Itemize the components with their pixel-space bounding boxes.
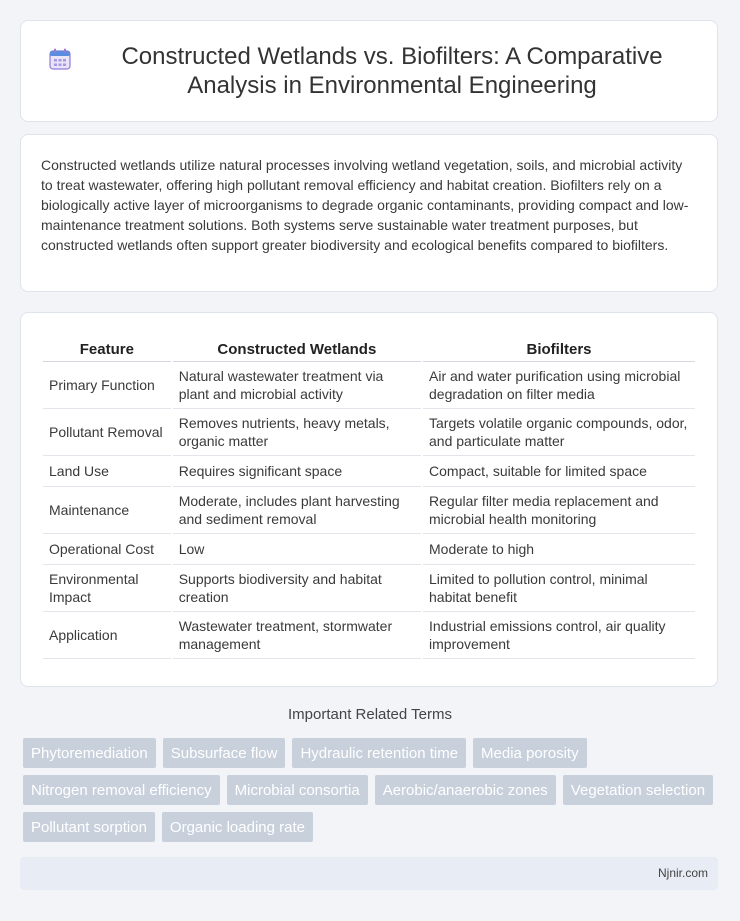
term-tag[interactable]: Hydraulic retention time <box>292 738 466 768</box>
term-tag[interactable]: Organic loading rate <box>162 812 313 842</box>
intro-paragraph: Constructed wetlands utilize natural processes involving wetland vegetation, soils, and microbial activity to treat wastewater, offering high pollutant removal efficiency and habitat creation. Biofilters rely on a biologically active layer of microorganisms to degrade organic contaminants, providing compact and low-maintenance treatment solutions. Both systems serve sustainable water treatment purposes, but constructed wetlands often support greater biodiversity and ecological benefits compared to biofilters. <box>41 157 689 253</box>
intro-card <box>20 134 718 292</box>
term-tag[interactable]: Aerobic/anaerobic zones <box>375 775 556 805</box>
footer-site-link[interactable]: Njnir.com <box>657 866 708 880</box>
column-header-constructed-wetlands: Constructed Wetlands <box>173 335 421 362</box>
wetlands-cell: Supports biodiversity and habitat creation <box>173 565 421 612</box>
feature-cell: Application <box>43 612 171 659</box>
table-row <box>43 565 695 612</box>
table-row <box>43 362 695 409</box>
comparison-card <box>20 312 718 687</box>
table-row <box>43 487 695 534</box>
table-row <box>43 456 695 487</box>
biofilters-cell: Industrial emissions control, air quality improvement <box>423 612 695 659</box>
feature-cell: Land Use <box>43 456 171 487</box>
wetlands-cell: Removes nutrients, heavy metals, organic matter <box>173 409 421 456</box>
term-tag[interactable]: Nitrogen removal efficiency <box>23 775 220 805</box>
term-tag[interactable]: Phytoremediation <box>23 738 156 768</box>
biofilters-cell: Compact, suitable for limited space <box>423 456 695 487</box>
wetlands-cell: Natural wastewater treatment via plant and microbial activity <box>173 362 421 409</box>
biofilters-cell: Targets volatile organic compounds, odor, and particulate matter <box>423 409 695 456</box>
biofilters-cell: Limited to pollution control, minimal habitat benefit <box>423 565 695 612</box>
feature-cell: Primary Function <box>43 362 171 409</box>
term-tag[interactable]: Subsurface flow <box>163 738 286 768</box>
wetlands-cell: Requires significant space <box>173 456 421 487</box>
related-terms-list <box>23 738 723 842</box>
header-card <box>20 20 718 122</box>
biofilters-cell: Air and water purification using microbial degradation on filter media <box>423 362 695 409</box>
feature-cell: Maintenance <box>43 487 171 534</box>
table-header-row <box>43 335 695 362</box>
footer <box>20 857 718 890</box>
comparison-table <box>41 335 697 659</box>
biofilters-cell: Regular filter media replacement and microbial health monitoring <box>423 487 695 534</box>
wetlands-cell: Low <box>173 534 421 565</box>
feature-cell: Environmental Impact <box>43 565 171 612</box>
column-header-feature: Feature <box>43 335 171 362</box>
table-row <box>43 612 695 659</box>
term-tag[interactable]: Microbial consortia <box>227 775 368 805</box>
table-row <box>43 409 695 456</box>
term-tag[interactable]: Pollutant sorption <box>23 812 155 842</box>
term-tag[interactable]: Media porosity <box>473 738 587 768</box>
biofilters-cell: Moderate to high <box>423 534 695 565</box>
table-row <box>43 534 695 565</box>
term-tag[interactable]: Vegetation selection <box>563 775 713 805</box>
column-header-biofilters: Biofilters <box>423 335 695 362</box>
feature-cell: Pollutant Removal <box>43 409 171 456</box>
wetlands-cell: Wastewater treatment, stormwater management <box>173 612 421 659</box>
page-title: Constructed Wetlands vs. Biofilters: A Comparative Analysis in Environmental Engineering <box>121 43 663 99</box>
title-wrap <box>49 42 689 100</box>
calendar-icon <box>49 48 71 70</box>
related-terms-heading: Important Related Terms <box>288 706 452 723</box>
feature-cell: Operational Cost <box>43 534 171 565</box>
wetlands-cell: Moderate, includes plant harvesting and sediment removal <box>173 487 421 534</box>
